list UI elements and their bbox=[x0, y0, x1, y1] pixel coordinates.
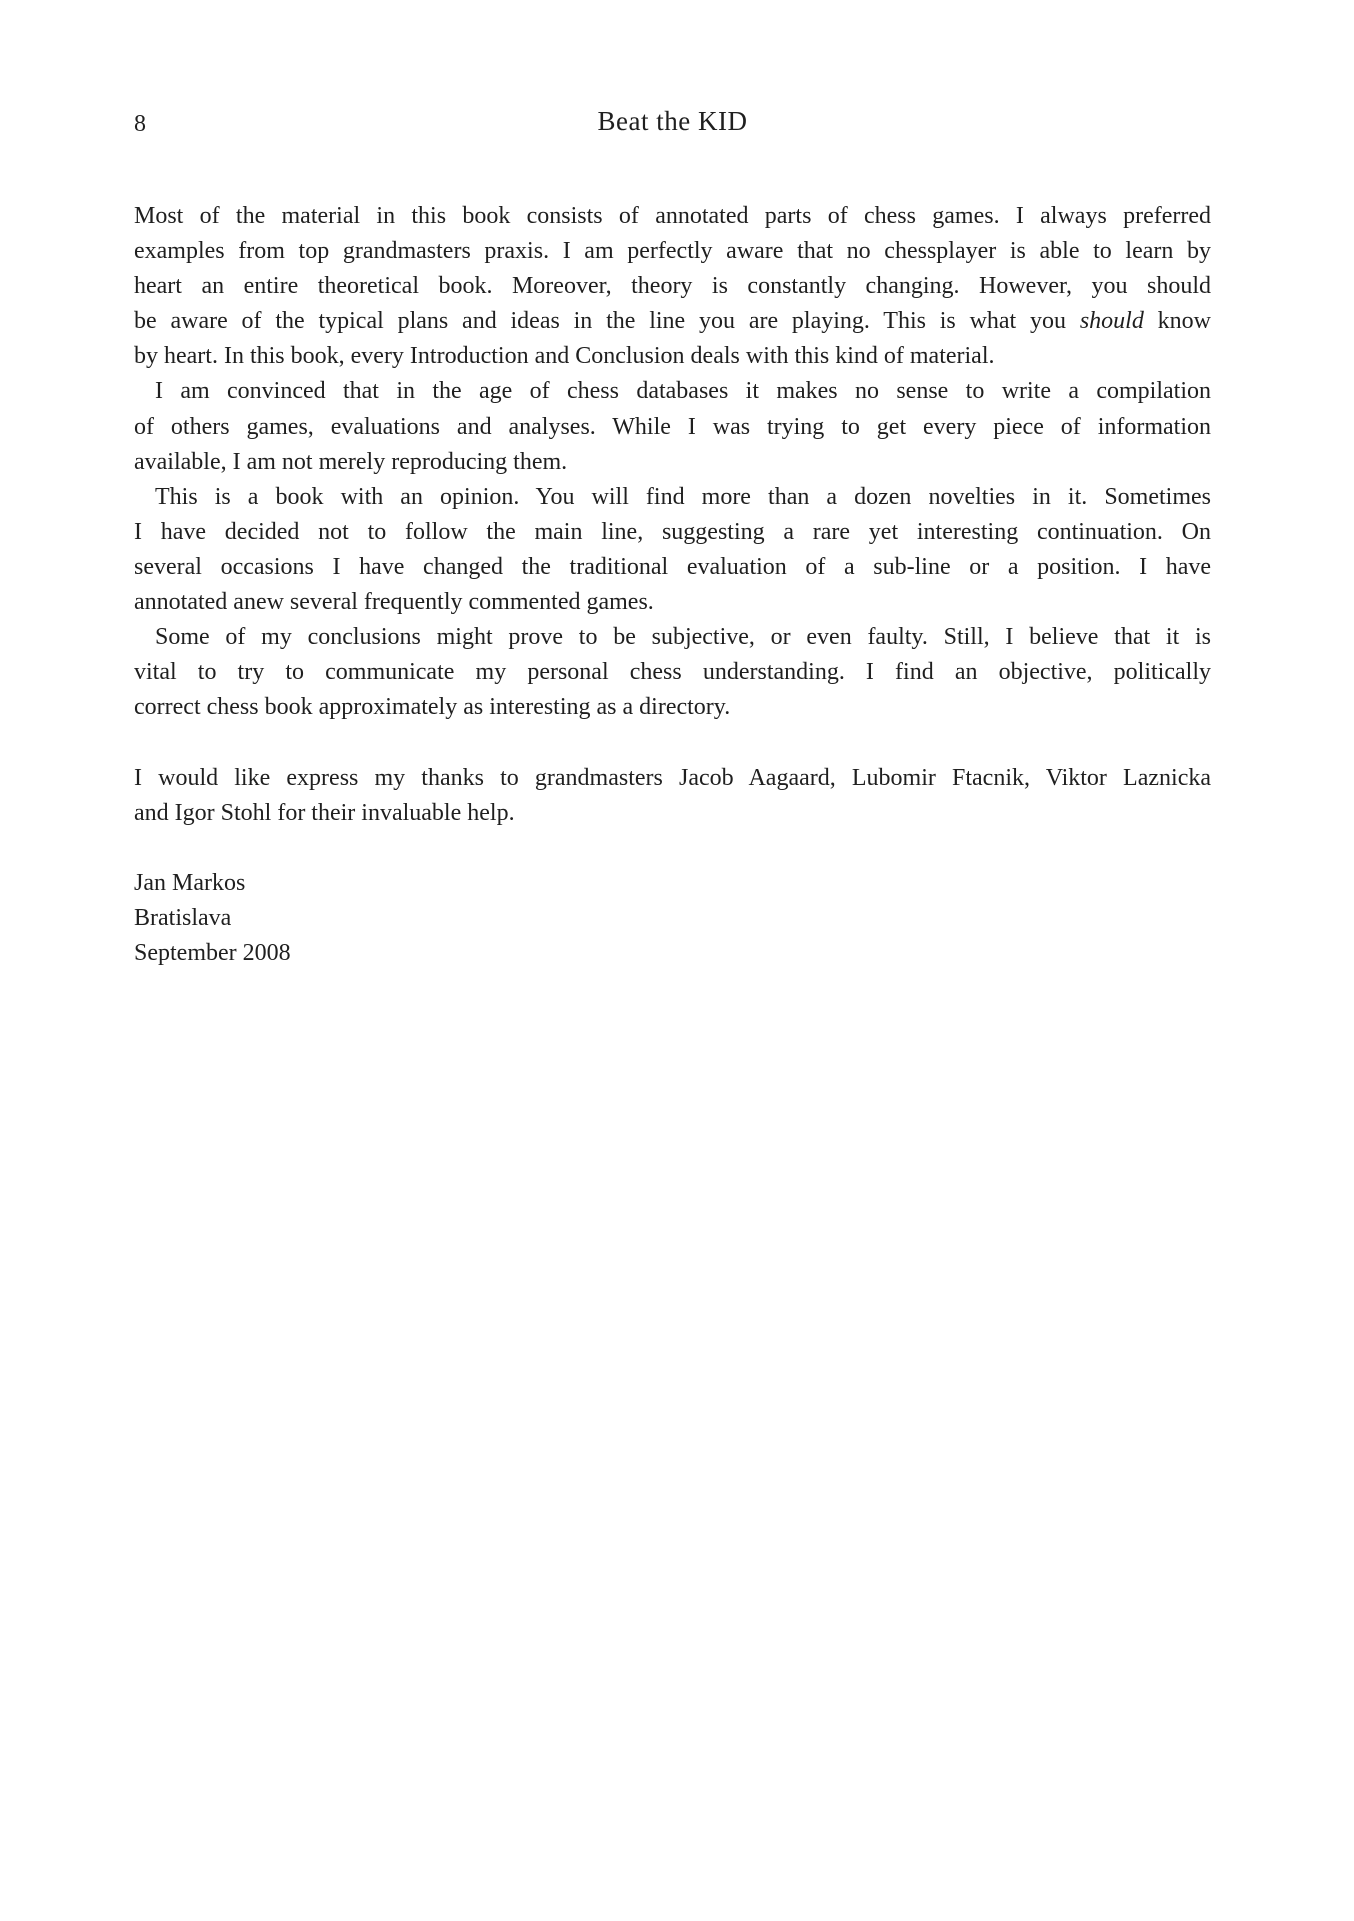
text-line: Most of the material in this book consists of annotated parts of chess games. I always preferred bbox=[134, 203, 1211, 229]
text-line: vital to try to communicate my personal chess understanding. I find an objective, politically bbox=[134, 659, 1211, 686]
italic-word: should bbox=[1079, 308, 1144, 335]
text-line: Some of my conclusions might prove to be subjective, or even faulty. Still, I believe that it is bbox=[155, 624, 1211, 651]
text-line: examples from top grandmasters praxis. I am perfectly aware that no chessplayer is able to learn by bbox=[134, 238, 1211, 265]
paragraph-spacer bbox=[134, 725, 1211, 760]
paragraph bbox=[134, 374, 1211, 479]
body-text bbox=[134, 199, 1211, 971]
paragraph bbox=[134, 480, 1211, 620]
paragraph bbox=[134, 761, 1211, 831]
text-line: I have decided not to follow the main line, suggesting a rare yet interesting continuation. On bbox=[134, 518, 1211, 545]
text-segment: know bbox=[1143, 308, 1211, 335]
paragraph bbox=[134, 199, 1211, 374]
signature-block bbox=[134, 866, 1211, 971]
text-line: several occasions I have changed the traditional evaluation of a sub-line or a position. I have bbox=[134, 553, 1211, 580]
text-line: I would like express my thanks to grandmasters Jacob Aagaard, Lubomir Ftacnik, Viktor Laznicka bbox=[134, 764, 1211, 791]
paragraph bbox=[134, 620, 1211, 725]
running-title: Beat the KID bbox=[597, 106, 748, 136]
signature-city: Bratislava bbox=[134, 904, 232, 931]
page-header bbox=[134, 104, 1211, 138]
text-line: heart an entire theoretical book. Moreover, theory is constantly changing. However, you should bbox=[134, 273, 1211, 300]
text-segment: be aware of the typical plans and ideas in the line you are playing. This is what you bbox=[134, 308, 1080, 335]
signature-date: September 2008 bbox=[134, 939, 291, 966]
text-line: I am convinced that in the age of chess databases it makes no sense to write a compilation bbox=[155, 378, 1211, 405]
signature-name: Jan Markos bbox=[134, 869, 246, 896]
text-line: of others games, evaluations and analyses. While I was trying to get every piece of information bbox=[134, 413, 1211, 440]
text-line: available, I am not merely reproducing them. bbox=[134, 448, 568, 475]
text-line: This is a book with an opinion. You will find more than a dozen novelties in it. Sometimes bbox=[155, 483, 1211, 510]
text-line: and Igor Stohl for their invaluable help. bbox=[134, 799, 515, 826]
text-line: annotated anew several frequently commented games. bbox=[134, 589, 654, 616]
paragraph-spacer bbox=[134, 831, 1211, 866]
text-line bbox=[134, 304, 1211, 339]
text-line: correct chess book approximately as interesting as a directory. bbox=[134, 694, 731, 721]
text-line: by heart. In this book, every Introduction and Conclusion deals with this kind of material. bbox=[134, 343, 995, 370]
page-number: 8 bbox=[134, 111, 146, 137]
